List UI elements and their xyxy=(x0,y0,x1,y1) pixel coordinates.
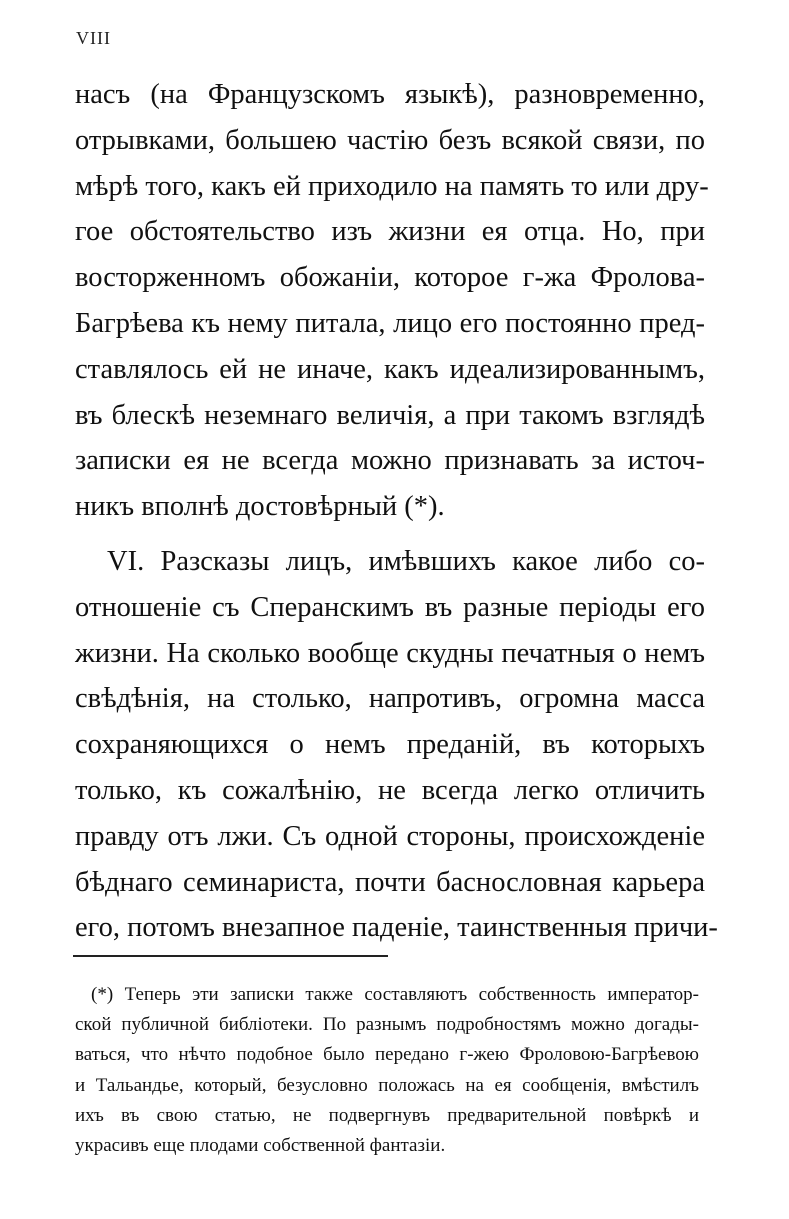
section-heading-line: VI. Разсказы лицъ, имѣвшихъ какое либо со- xyxy=(107,545,705,577)
text-line: правду отъ лжи. Съ одной стороны, происхожденіе xyxy=(75,820,705,852)
paragraph-gap xyxy=(75,530,705,539)
page-number: VIII xyxy=(76,28,111,48)
text-line: записки ея не всегда можно признавать за источ- xyxy=(75,445,705,477)
footnote-line: ваться, что нѣчто подобное было передано г-жею Фроловою-Багрѣевою xyxy=(75,1044,699,1066)
footnote-line: ской публичной библіотеки. По разнымъ подробностямъ можно догады- xyxy=(75,1014,699,1036)
footnote-line: ихъ въ свою статью, не подвергнувъ предварительной повѣркѣ и xyxy=(75,1104,699,1126)
text-line: сохраняющихся о немъ преданій, въ которыхъ xyxy=(75,729,705,761)
main-text xyxy=(75,72,718,951)
text-line: мѣрѣ того, какъ ей приходило на память то или дру- xyxy=(75,170,709,202)
footnote-divider xyxy=(73,955,388,957)
text-line: отношеніе съ Сперанскимъ въ разные періоды его xyxy=(75,591,705,623)
text-line: насъ (на Французскомъ языкѣ), разновременно, xyxy=(75,79,705,110)
text-line: отрывками, большею частію безъ всякой связи, по xyxy=(75,124,705,156)
text-line: ставлялось ей не иначе, какъ идеализированнымъ, xyxy=(75,353,705,385)
text-line: только, къ сожалѣнію, не всегда легко отличить xyxy=(75,774,705,806)
text-line: гое обстоятельство изъ жизни ея отца. Но, при xyxy=(75,216,705,248)
text-line: бѣднаго семинариста, почти баснословная карьера xyxy=(75,866,705,898)
text-line: его, потомъ внезапное паденіе, таинственныя причи- xyxy=(75,912,718,944)
footnote-line: (*) Теперь эти записки также составляютъ собственность император- xyxy=(91,984,699,1005)
text-line: Багрѣева къ нему питала, лицо его постоянно пред- xyxy=(75,307,705,339)
text-line: жизни. На сколько вообще скудны печатныя о немъ xyxy=(75,637,705,669)
footnote-line: украсивъ еще плодами собственной фантазіи. xyxy=(75,1134,446,1156)
text-line: никъ вполнѣ достовѣрный (*). xyxy=(75,491,445,523)
footnote xyxy=(75,980,699,1161)
footnote-line: и Тальандье, который, безусловно положась на ея сообщенія, вмѣстилъ xyxy=(75,1074,699,1096)
text-line: въ блескѣ неземнаго величія, а при такомъ взглядѣ xyxy=(75,399,705,431)
text-line: восторженномъ обожаніи, которое г-жа Фролова- xyxy=(75,262,705,294)
text-line: свѣдѣнія, на столько, напротивъ, огромна масса xyxy=(75,683,705,715)
